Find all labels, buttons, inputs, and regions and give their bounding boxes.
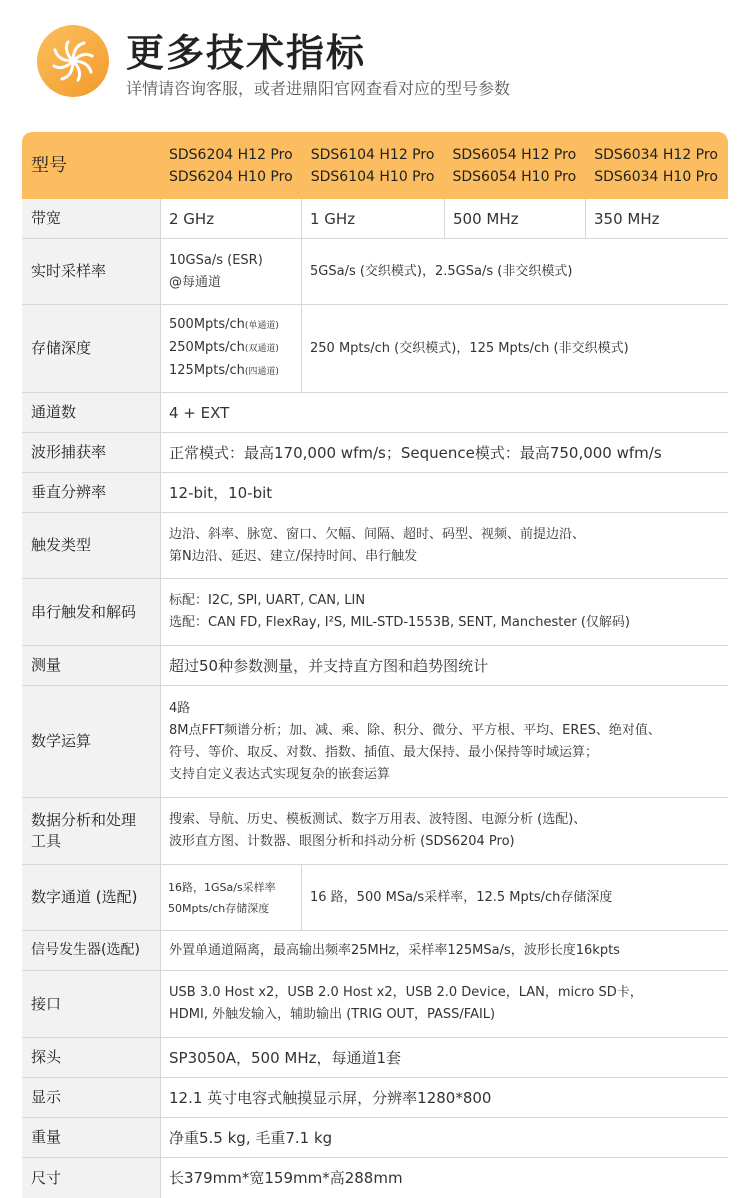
bandwidth-value: 1 GHz bbox=[302, 199, 445, 238]
memory-line bbox=[169, 360, 279, 383]
display-row bbox=[22, 1078, 728, 1118]
math-line: 8M点FFT频谱分析；加、减、乘、除、积分、微分、平方根、平均、ERES、绝对值、 bbox=[169, 722, 661, 738]
interface-line: HDMI, 外触发输入，辅助输出 (TRIG OUT，PASS/FAIL) bbox=[169, 1007, 496, 1022]
serial-row bbox=[22, 579, 728, 646]
interface-line: USB 3.0 Host x2，USB 2.0 Host x2，USB 2.0 Device，LAN，micro SD卡， bbox=[169, 985, 643, 1000]
probe-row bbox=[22, 1038, 728, 1078]
channels-value: 4 + EXT bbox=[169, 403, 230, 422]
model-cell bbox=[161, 132, 303, 199]
memory-first bbox=[161, 305, 302, 392]
model-row bbox=[22, 132, 728, 199]
row-label-serial: 串行触发和解码 bbox=[22, 579, 161, 645]
memory-value: 250Mpts/ch bbox=[169, 340, 245, 355]
row-label-size: 尺寸 bbox=[22, 1158, 161, 1198]
math-line: 4路 bbox=[169, 700, 191, 716]
math-value bbox=[161, 686, 728, 797]
row-label-weight: 重量 bbox=[22, 1118, 161, 1157]
row-label-generator: 信号发生器(选配) bbox=[22, 931, 161, 970]
display-value: 12.1 英寸电容式触摸显示屏，分辨率1280*800 bbox=[169, 1088, 492, 1107]
serial-line: 标配：I2C, SPI, UART, CAN, LIN bbox=[169, 593, 366, 608]
row-label-model: 型号 bbox=[31, 155, 67, 176]
memory-value: 500Mpts/ch bbox=[169, 317, 245, 332]
page-header bbox=[0, 0, 750, 130]
row-label-sample-rate: 实时采样率 bbox=[22, 239, 161, 304]
capture-rate-row bbox=[22, 433, 728, 473]
weight-row bbox=[22, 1118, 728, 1158]
model-name: SDS6204 H10 Pro bbox=[169, 168, 293, 185]
sample-rate-row bbox=[22, 239, 728, 305]
row-label-resolution: 垂直分辨率 bbox=[22, 473, 161, 512]
sample-rate-first bbox=[161, 239, 302, 304]
bandwidth-value: 500 MHz bbox=[445, 199, 586, 238]
memory-line bbox=[169, 337, 279, 360]
math-line: 支持自定义表达式实现复杂的嵌套运算 bbox=[169, 766, 391, 782]
memory-row bbox=[22, 305, 728, 393]
row-label-bandwidth: 带宽 bbox=[22, 199, 161, 238]
row-label-math: 数学运算 bbox=[22, 686, 161, 797]
measure-row bbox=[22, 646, 728, 686]
bandwidth-row bbox=[22, 199, 728, 239]
row-label-digital: 数字通道 (选配) bbox=[22, 865, 161, 930]
weight-value: 净重5.5 kg, 毛重7.1 kg bbox=[169, 1128, 333, 1147]
row-label-display: 显示 bbox=[22, 1078, 161, 1117]
row-label-capture-rate: 波形捕获率 bbox=[22, 433, 161, 472]
serial-line: 选配：CAN FD, FlexRay, I²S, MIL-STD-1553B, SENT, Manchester (仅解码) bbox=[169, 615, 630, 630]
digital-line: 16路，1GSa/s采样率 bbox=[168, 880, 276, 894]
model-name: SDS6204 H12 Pro bbox=[169, 146, 293, 163]
analysis-value bbox=[161, 798, 728, 864]
page-title: 更多技术指标 bbox=[126, 31, 367, 75]
bandwidth-value: 2 GHz bbox=[161, 199, 302, 238]
model-name: SDS6034 H10 Pro bbox=[594, 168, 718, 185]
memory-rest: 250 Mpts/ch (交织模式)，125 Mpts/ch (非交织模式) bbox=[310, 340, 629, 356]
bandwidth-value: 350 MHz bbox=[594, 209, 660, 228]
page-subtitle: 详情请咨询客服，或者进鼎阳官网查看对应的型号参数 bbox=[126, 79, 511, 98]
analysis-row bbox=[22, 798, 728, 865]
model-name: SDS6034 H12 Pro bbox=[594, 146, 718, 163]
analysis-line: 波形直方图、计数器、眼图分析和抖动分析 (SDS6204 Pro) bbox=[169, 834, 515, 849]
model-name: SDS6054 H10 Pro bbox=[452, 168, 577, 185]
row-label-probe: 探头 bbox=[22, 1038, 161, 1077]
probe-value: SP3050A，500 MHz，每通道1套 bbox=[169, 1048, 402, 1067]
row-label-interface: 接口 bbox=[22, 971, 161, 1037]
model-name: SDS6104 H12 Pro bbox=[310, 146, 435, 163]
digital-first bbox=[161, 865, 302, 930]
analysis-line: 搜索、导航、历史、模板测试、数字万用表、波特图、电源分析 (选配)、 bbox=[169, 812, 587, 827]
serial-value bbox=[161, 579, 728, 645]
digital-row bbox=[22, 865, 728, 931]
trigger-row bbox=[22, 513, 728, 579]
math-line: 符号、等价、取反、对数、指数、插值、最大保持、最小保持等时域运算； bbox=[169, 744, 599, 760]
analysis-label-line: 数据分析和处理 bbox=[31, 811, 137, 829]
math-row bbox=[22, 686, 728, 798]
model-name: SDS6054 H12 Pro bbox=[452, 146, 577, 163]
memory-note: (四通道) bbox=[244, 367, 279, 377]
model-cell bbox=[586, 132, 728, 199]
row-label-analysis bbox=[22, 798, 161, 864]
trigger-line: 边沿、斜率、脉宽、窗口、欠幅、间隔、超时、码型、视频、前提边沿、 bbox=[169, 526, 586, 542]
model-name: SDS6104 H10 Pro bbox=[310, 168, 435, 185]
sample-rate-per-channel: @每通道 bbox=[169, 274, 222, 290]
measure-value: 超过50种参数测量，并支持直方图和趋势图统计 bbox=[169, 656, 489, 675]
interface-row bbox=[22, 971, 728, 1038]
resolution-row bbox=[22, 473, 728, 513]
model-cell bbox=[303, 132, 445, 199]
channels-row bbox=[22, 393, 728, 433]
resolution-value: 12-bit，10-bit bbox=[169, 483, 273, 502]
generator-value: 外置单通道隔离，最高输出频率25MHz，采样率125MSa/s，波形长度16kpts bbox=[169, 942, 620, 958]
sample-rate-esr: 10GSa/s (ESR) bbox=[169, 252, 263, 268]
digital-line: 50Mpts/ch存储深度 bbox=[168, 901, 270, 915]
digital-rest: 16 路，500 MSa/s采样率，12.5 Mpts/ch存储深度 bbox=[310, 889, 613, 905]
sample-rate-rest: 5GSa/s (交织模式)，2.5GSa/s (非交织模式) bbox=[310, 263, 573, 279]
row-label-trigger: 触发类型 bbox=[22, 513, 161, 578]
size-value: 长379mm*宽159mm*高288mm bbox=[169, 1169, 403, 1187]
memory-note: (双通道) bbox=[244, 344, 279, 354]
memory-line bbox=[169, 314, 279, 337]
generator-row bbox=[22, 931, 728, 971]
model-cell bbox=[445, 132, 587, 199]
capture-rate-value: 正常模式：最高170,000 wfm/s；Sequence模式：最高750,000 wfm/s bbox=[169, 443, 662, 462]
spec-table bbox=[22, 132, 728, 1198]
row-label-channels: 通道数 bbox=[22, 393, 161, 432]
memory-value: 125Mpts/ch bbox=[169, 363, 245, 378]
trigger-line: 第N边沿、延迟、建立/保持时间、串行触发 bbox=[169, 548, 418, 564]
memory-note: (单通道) bbox=[244, 321, 279, 331]
pinwheel-icon bbox=[37, 25, 109, 97]
trigger-value bbox=[161, 513, 728, 578]
row-label-memory: 存储深度 bbox=[22, 305, 161, 392]
analysis-label-line: 工具 bbox=[31, 832, 62, 850]
row-label-measure: 测量 bbox=[22, 646, 161, 685]
size-row bbox=[22, 1158, 728, 1198]
interface-value bbox=[161, 971, 728, 1037]
